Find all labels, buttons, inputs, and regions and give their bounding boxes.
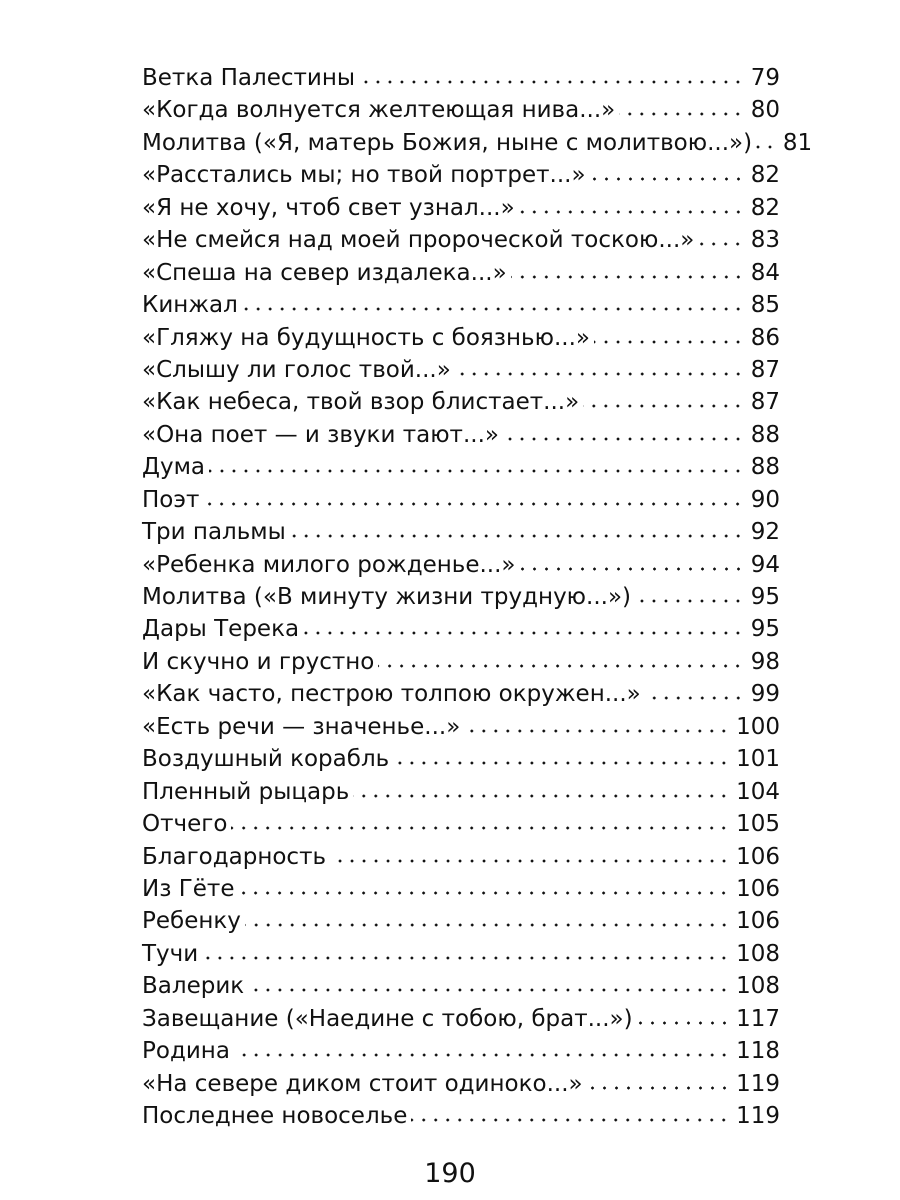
toc-entry <box>142 711 780 743</box>
toc-entry-title: Благодарность <box>142 843 327 870</box>
toc-entry-title: «Как небеса, твой взор блистает...» <box>142 389 580 416</box>
toc-entry <box>142 127 813 159</box>
toc-entry-title: «Не смейся над моей пророческой тоскою...» <box>142 227 695 254</box>
toc-entry-page: 82 <box>750 194 780 221</box>
dot-leader <box>587 1086 731 1090</box>
dot-leader <box>234 1053 730 1057</box>
toc-entry <box>142 322 780 354</box>
toc-entry <box>142 970 780 1002</box>
toc-entry-title: «Спеша на север издалека...» <box>142 259 507 286</box>
toc-entry <box>142 257 780 289</box>
toc-entry-page: 79 <box>750 65 780 91</box>
toc-entry-page: 99 <box>750 681 780 708</box>
toc-entry <box>142 62 780 94</box>
toc-entry <box>142 873 780 905</box>
toc-entry-page: 88 <box>750 454 780 481</box>
table-of-contents <box>142 62 813 1132</box>
dot-leader <box>303 631 744 635</box>
toc-entry <box>142 1068 780 1100</box>
toc-entry <box>142 1035 780 1067</box>
toc-entry-page: 95 <box>750 584 780 610</box>
toc-entry-page: 85 <box>750 292 780 319</box>
toc-entry <box>142 808 780 840</box>
toc-entry <box>142 516 780 548</box>
toc-entry <box>142 94 780 126</box>
toc-entry-title: «Расстались мы; но твой портрет...» <box>142 162 586 189</box>
dot-leader <box>359 80 744 84</box>
toc-entry <box>142 192 780 224</box>
toc-entry-page: 106 <box>736 875 780 902</box>
toc-entry-title: Ветка Палестины <box>142 65 356 91</box>
toc-entry-title: «Она поет — и звуки тают...» <box>142 421 499 448</box>
toc-entry <box>142 289 780 321</box>
dot-leader <box>290 534 744 538</box>
toc-entry-title: Молитва («В минуту жизни трудную...») <box>142 584 632 610</box>
dot-leader <box>635 599 744 603</box>
dot-leader <box>464 729 730 733</box>
toc-entry-page: 101 <box>736 746 780 773</box>
toc-entry-title: «Как часто, пестрою толпою окружен...» <box>142 681 641 708</box>
toc-entry <box>142 905 780 937</box>
toc-entry-title: «На севере диком стоит одиноко...» <box>142 1070 583 1097</box>
toc-entry <box>142 743 780 775</box>
toc-entry-page: 105 <box>736 811 780 838</box>
toc-entry-title: Воздушный корабль <box>142 746 390 773</box>
toc-entry-title: Поэт <box>142 486 200 513</box>
dot-leader <box>619 112 744 116</box>
toc-entry-page: 87 <box>750 389 780 416</box>
dot-leader <box>203 502 744 506</box>
toc-entry-title: Отчего <box>142 811 228 838</box>
dot-leader <box>330 859 730 863</box>
dot-leader <box>245 923 730 927</box>
toc-entry-title: Из Гёте <box>142 875 235 902</box>
toc-entry-page: 80 <box>750 97 780 124</box>
toc-entry <box>142 938 780 970</box>
toc-entry-title: Три пальмы <box>142 519 286 546</box>
dot-leader <box>455 372 744 376</box>
toc-entry-title: Пленный рыцарь <box>142 778 350 805</box>
dot-leader <box>248 988 730 992</box>
dot-leader <box>242 307 744 311</box>
toc-entry-page: 100 <box>736 713 780 740</box>
toc-entry-page: 82 <box>750 162 780 189</box>
toc-entry <box>142 484 780 516</box>
page-number: 190 <box>424 1158 476 1189</box>
toc-entry <box>142 776 780 808</box>
dot-leader <box>231 826 730 830</box>
toc-entry <box>142 1100 780 1132</box>
toc-entry <box>142 159 780 191</box>
toc-entry-title: Родина <box>142 1038 230 1065</box>
toc-entry-title: «Ребенка милого рожденье...» <box>142 551 516 578</box>
toc-entry-title: Дума <box>142 454 206 481</box>
toc-entry <box>142 581 780 613</box>
toc-entry-page: 95 <box>750 616 780 643</box>
toc-entry-page: 117 <box>736 1005 780 1032</box>
dot-leader <box>645 696 744 700</box>
dot-leader <box>393 761 730 765</box>
dot-leader <box>353 794 730 798</box>
dot-leader <box>583 404 744 408</box>
toc-entry-title: Завещание («Наедине с тобою, брат...») <box>142 1005 633 1032</box>
toc-entry <box>142 549 780 581</box>
dot-leader <box>590 177 744 181</box>
toc-entry-title: Валерик <box>142 973 245 1000</box>
toc-entry-page: 106 <box>736 843 780 870</box>
toc-entry <box>142 386 780 418</box>
toc-entry-title: «Когда волнуется желтеющая нива...» <box>142 97 616 124</box>
toc-entry-page: 108 <box>736 940 780 967</box>
toc-entry-title: «Гляжу на будущность с боязнью...» <box>142 324 590 351</box>
dot-leader <box>520 567 745 571</box>
toc-entry-page: 108 <box>736 973 780 1000</box>
toc-entry-page: 94 <box>750 551 780 578</box>
toc-entry <box>142 224 780 256</box>
toc-entry <box>142 451 780 483</box>
dot-leader <box>503 437 744 441</box>
dot-leader <box>594 340 744 344</box>
toc-entry-title: «Слышу ли голос твой...» <box>142 356 451 383</box>
toc-entry-page: 92 <box>750 519 780 546</box>
toc-entry-page: 90 <box>750 486 780 513</box>
toc-entry-title: Молитва («Я, матерь Божия, ныне с молитвою...») <box>142 129 753 156</box>
toc-entry-page: 119 <box>736 1103 780 1129</box>
dot-leader <box>411 1118 730 1122</box>
toc-entry-title: «Я не хочу, чтоб свет узнал...» <box>142 194 515 221</box>
dot-leader <box>519 210 744 214</box>
dot-leader <box>756 145 776 149</box>
toc-entry-page: 81 <box>782 129 813 156</box>
dot-leader <box>511 275 744 279</box>
toc-entry-page: 83 <box>750 227 780 254</box>
dot-leader <box>238 891 730 895</box>
toc-entry-title: Ребенку <box>142 908 241 935</box>
dot-leader <box>637 1021 730 1025</box>
toc-entry-page: 86 <box>750 324 780 351</box>
toc-entry <box>142 678 780 710</box>
dot-leader <box>202 956 730 960</box>
toc-entry-page: 87 <box>750 356 780 383</box>
toc-entry <box>142 613 780 645</box>
toc-entry-page: 88 <box>750 421 780 448</box>
toc-entry-title: И скучно и грустно <box>142 648 375 675</box>
toc-entry-title: Кинжал <box>142 292 238 319</box>
toc-entry-page: 98 <box>750 648 780 675</box>
toc-entry <box>142 841 780 873</box>
toc-entry-title: Тучи <box>142 940 199 967</box>
toc-entry-title: Дары Терека <box>142 616 300 643</box>
dot-leader <box>378 664 744 668</box>
dot-leader <box>698 242 744 246</box>
toc-entry-page: 104 <box>736 778 780 805</box>
toc-entry <box>142 354 780 386</box>
toc-entry-page: 106 <box>736 908 780 935</box>
toc-entry <box>142 419 780 451</box>
toc-entry-title: «Есть речи — значенье...» <box>142 713 461 740</box>
toc-entry-page: 119 <box>736 1070 780 1097</box>
toc-entry <box>142 646 780 678</box>
dot-leader <box>209 469 744 473</box>
toc-entry <box>142 1003 780 1035</box>
toc-entry-page: 84 <box>750 259 780 286</box>
toc-entry-title: Последнее новоселье <box>142 1103 408 1129</box>
toc-entry-page: 118 <box>736 1038 780 1065</box>
